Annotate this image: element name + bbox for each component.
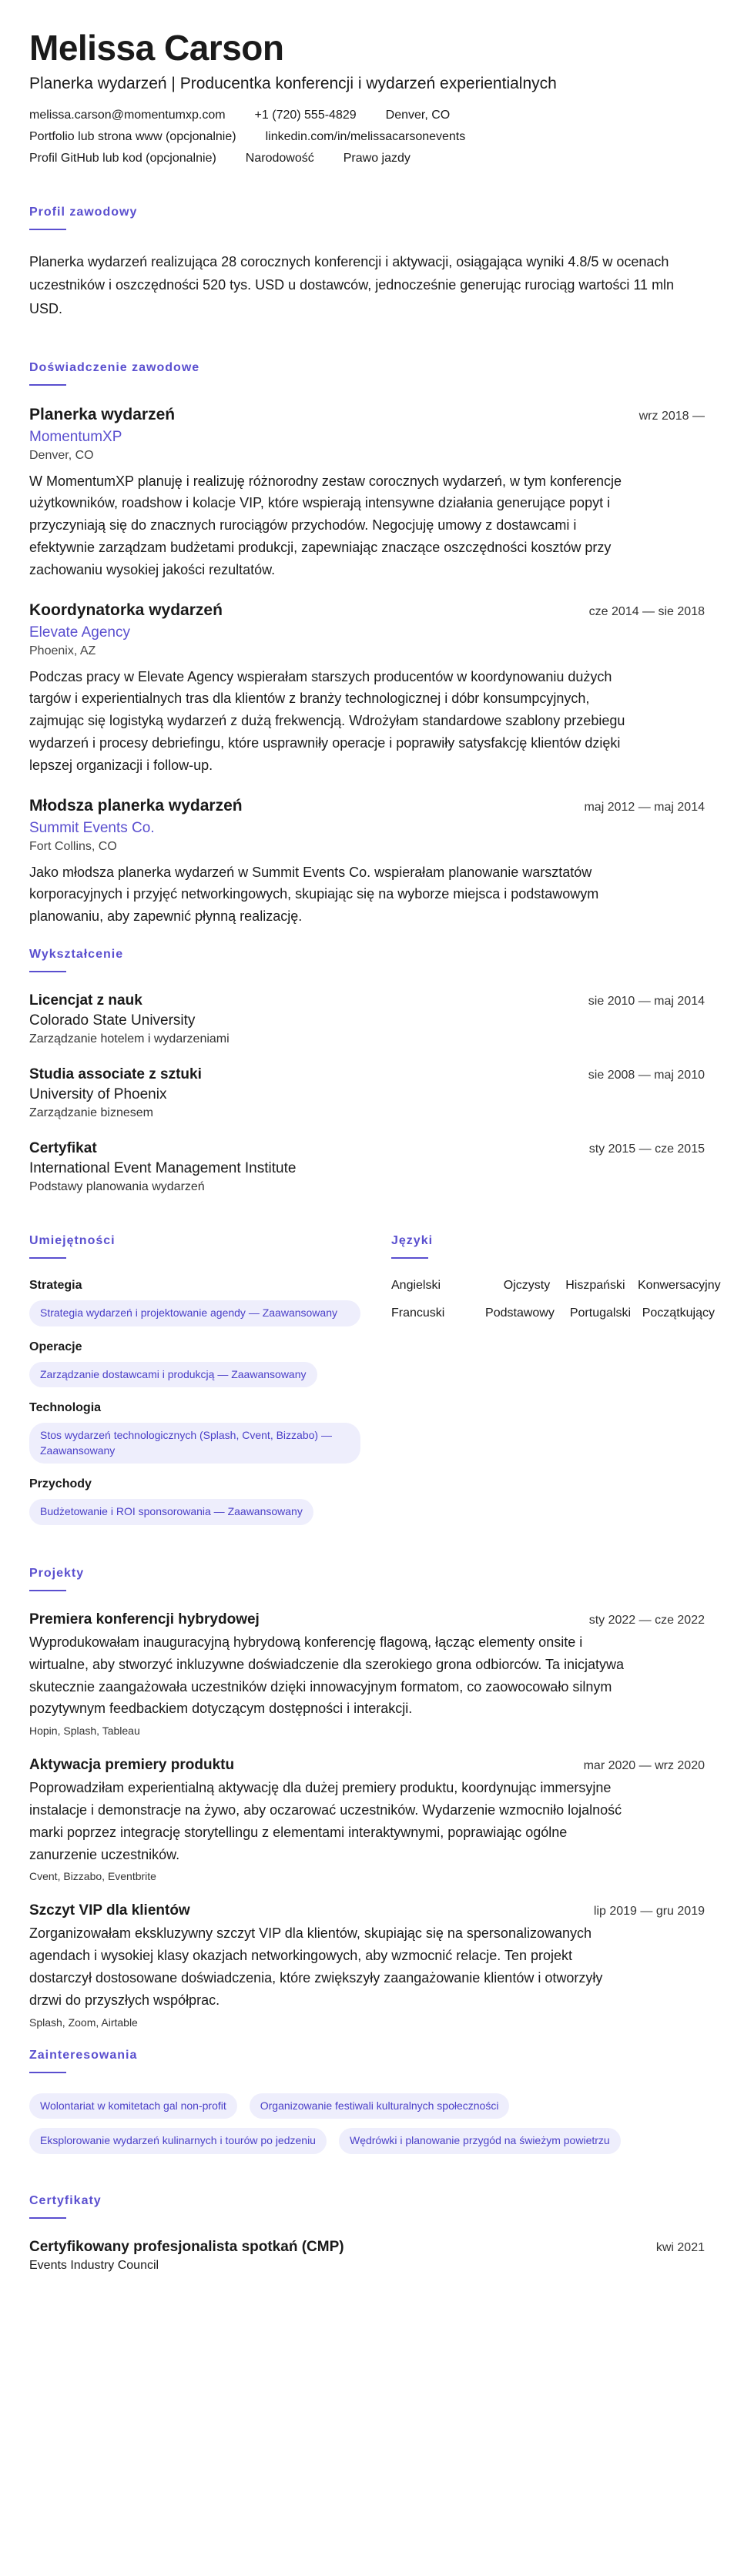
section-title-skills: Umiejętności (29, 1234, 116, 1248)
experience-entry (29, 797, 705, 928)
skill-category: Technologia (29, 1401, 102, 1415)
skill-pill: Stos wydarzeń technologicznych (Splash, Cvent, Bizzabo) — Zaawansowany (29, 1423, 360, 1464)
degree: Certyfikat (29, 1140, 97, 1157)
education-entry (29, 992, 705, 1046)
certificate-date: kwi 2021 (655, 2240, 705, 2254)
project-entry (29, 1902, 705, 2028)
project-dates: sty 2022 — cze 2022 (588, 1614, 705, 1627)
project-tools: Hopin, Splash, Tableau (29, 1725, 140, 1738)
field-of-study: Zarządzanie biznesem (29, 1106, 153, 1120)
education-dates: sie 2008 — maj 2010 (588, 1069, 705, 1082)
section-title-education: Wykształcenie (29, 948, 124, 962)
experience-section (29, 361, 705, 928)
section-title-projects: Projekty (29, 1567, 85, 1580)
skills-section (29, 1214, 360, 1539)
profile-section (29, 206, 705, 321)
school-name: Colorado State University (29, 1012, 196, 1029)
contact-row-1 (29, 109, 705, 122)
section-title-interests: Zainteresowania (29, 2048, 138, 2062)
interest-pill: Eksplorowanie wydarzeń kulinarnych i tourów po jedzeniu (29, 2128, 327, 2154)
section-divider (29, 2072, 66, 2073)
project-dates: lip 2019 — gru 2019 (593, 1905, 705, 1919)
language-name: Hiszpański (565, 1279, 625, 1293)
skill-group (29, 1279, 360, 1326)
project-name: Premiera konferencji hybrydowej (29, 1611, 260, 1628)
languages-section (391, 1214, 721, 1539)
project-entry (29, 1757, 705, 1882)
language-row (391, 1279, 721, 1293)
skill-group (29, 1401, 360, 1464)
section-title-languages: Języki (391, 1234, 434, 1248)
job-dates: cze 2014 — sie 2018 (588, 604, 705, 618)
profile-summary: Planerka wydarzeń realizująca 28 corocznych konferencji i aktywacji, osiągająca wyniki 4.8/5 w ocenach uczestników i oszczędności 520 tys. USD u dostawców, jednocześnie generując rurociąg wartości 11 mln USD. (29, 253, 675, 317)
project-entry (29, 1611, 705, 1737)
language-name: Angielski (391, 1279, 441, 1293)
headline: Planerka wydarzeń | Producentka konferencji i wydarzeń experientialnych (29, 74, 557, 92)
section-divider (29, 229, 66, 230)
interest-pill: Wolontariat w komitetach gal non-profit (29, 2093, 237, 2119)
skill-pill: Budżetowanie i ROI sponsorowania — Zaawansowany (29, 1499, 313, 1525)
company-name: MomentumXP (29, 428, 122, 445)
job-location: Denver, CO (29, 448, 94, 462)
project-tools: Cvent, Bizzabo, Eventbrite (29, 1870, 156, 1883)
degree: Licencjat z nauk (29, 992, 142, 1009)
language-level: Konwersacyjny (638, 1279, 721, 1293)
section-title-certificates: Certyfikaty (29, 2193, 102, 2207)
skill-pill: Zarządzanie dostawcami i produkcją — Zaawansowany (29, 1362, 317, 1388)
job-description: Podczas pracy w Elevate Agency wspierałam starszych producentów w koordynowaniu dużych targów i experientialnych tras dla klientów z branży technologicznej i dóbr konsumpcyjnych, zajmując się logistyką wydarzeń z dużą frekwencją. Wdrożyłam standardowe szablony przebiegu wydarzeń i procesy debriefingu, które usprawniły operacje i poprawiły satysfakcję klientów dzięki lepszej organizacji i follow-up. (29, 668, 625, 773)
experience-entry (29, 406, 705, 581)
skill-pill: Strategia wydarzeń i projektowanie agendy — Zaawansowany (29, 1300, 360, 1326)
project-name: Szczyt VIP dla klientów (29, 1902, 190, 1919)
job-dates: maj 2012 — maj 2014 (584, 800, 705, 814)
project-name: Aktywacja premiery produktu (29, 1757, 235, 1774)
project-description: Wyprodukowałam inauguracyjną hybrydową konferencję flagową, łącząc elementy onsite i wirtualne, aby stworzyć inkluzywne doświadczenie dla szerokiego grona odbiorców. Ta inicjatywa skutecznie zaangażowała uczestników dzięki innowacyjnym formatom, co zaowocowało silnym pozytywnym feedbackiem dotyczącym dostępności i interakcji. (29, 1634, 625, 1717)
field-of-study: Podstawy planowania wydarzeń (29, 1180, 205, 1194)
certificates-section (29, 2194, 705, 2273)
skill-category: Przychody (29, 1477, 92, 1491)
skills-languages-row (29, 1214, 721, 1539)
skill-group (29, 1477, 360, 1525)
education-section (29, 948, 705, 1194)
github-link[interactable]: Profil GitHub lub kod (opcjonalnie) (29, 151, 216, 165)
project-description: Poprowadziłam experientialną aktywację dla dużej premiery produktu, koordynując immersyjne instalacje i demonstracje na żywo, aby oczarować uczestników. Wydarzenie wzmocniło lojalność marki poprzez integrację storytellingu z elementami interaktywnymi, poprawiając ogólne zanurzenie uczestników. (29, 1780, 622, 1862)
contact-row-2 (29, 130, 705, 144)
education-dates: sie 2010 — maj 2014 (588, 995, 705, 1009)
skill-category: Strategia (29, 1279, 82, 1293)
phone-number[interactable]: +1 (720) 555-4829 (254, 108, 357, 122)
company-name: Summit Events Co. (29, 819, 155, 836)
school-name: International Event Management Institute (29, 1160, 297, 1177)
field-of-study: Zarządzanie hotelem i wydarzeniami (29, 1032, 230, 1046)
section-divider (29, 384, 66, 386)
section-divider (29, 1257, 66, 1259)
interests-section (29, 2049, 705, 2154)
driving-license: Prawo jazdy (343, 151, 411, 165)
email-link[interactable]: melissa.carson@momentumxp.com (29, 108, 226, 122)
job-title: Planerka wydarzeń (29, 405, 176, 423)
contact-row-3 (29, 152, 705, 166)
education-dates: sty 2015 — cze 2015 (588, 1142, 705, 1156)
language-name: Portugalski (569, 1306, 632, 1320)
section-title-profile: Profil zawodowy (29, 205, 138, 219)
skill-category: Operacje (29, 1340, 82, 1353)
certificate-issuer: Events Industry Council (29, 2258, 159, 2272)
section-divider (29, 971, 66, 972)
education-entry (29, 1066, 705, 1120)
linkedin-link[interactable]: linkedin.com/in/melissacarsonevents (265, 129, 466, 143)
section-title-experience: Doświadczenie zawodowe (29, 360, 200, 374)
project-description: Zorganizowałam ekskluzywny szczyt VIP dla klientów, skupiając się na spersonalizowanych agendach i wysokiej klasy okazjach networkingowych, aby wzmocnić relacje. Ten projekt dostarczył dostosowane doświadczenia, które zwiększyły zaangażowanie klientów i otworzyły drzwi do przyszłych współprac. (29, 1925, 603, 2008)
section-divider (29, 1590, 66, 1591)
projects-section (29, 1567, 705, 2029)
portfolio-link[interactable]: Portfolio lub strona www (opcjonalnie) (29, 129, 236, 143)
language-level: Podstawowy (485, 1306, 555, 1320)
nationality: Narodowość (245, 151, 314, 165)
interest-pill: Wędrówki i planowanie przygód na świeżym powietrzu (339, 2128, 621, 2154)
project-dates: mar 2020 — wrz 2020 (583, 1759, 705, 1773)
interests-list (29, 2093, 707, 2154)
certificate-entry (29, 2239, 705, 2273)
language-row (391, 1306, 715, 1320)
school-name: University of Phoenix (29, 1086, 167, 1103)
resume-header (29, 28, 705, 166)
section-divider (29, 2217, 66, 2219)
section-divider (391, 1257, 428, 1259)
job-dates: wrz 2018 — (638, 409, 705, 423)
job-title: Koordynatorka wydarzeń (29, 601, 223, 619)
education-entry (29, 1140, 705, 1194)
language-level: Ojczysty (503, 1279, 551, 1293)
language-level: Początkujący (642, 1306, 715, 1320)
interest-pill: Organizowanie festiwali kulturalnych społeczności (250, 2093, 510, 2119)
job-location: Fort Collins, CO (29, 839, 117, 853)
job-title: Młodsza planerka wydarzeń (29, 796, 243, 815)
location: Denver, CO (385, 108, 451, 122)
language-name: Francuski (391, 1306, 445, 1320)
job-description: W MomentumXP planuję i realizuję różnorodny zestaw corocznych wydarzeń, w tym konferencje użytkowników, roadshow i kolacje VIP, które wspierają intensywne działania generujące popyt i przyczyniają się do znacznych rurociągów przychodów. Negocjuję umowy z dostawcami i efektywnie zarządzam budżetami produkcji, zapewniając znaczące oszczędności kosztów przy zachowaniu wysokiej jakości rezultatów. (29, 473, 622, 577)
degree: Studia associate z sztuki (29, 1066, 202, 1083)
certificate-name: Certyfikowany profesjonalista spotkań (CMP) (29, 2238, 344, 2255)
experience-entry (29, 601, 705, 777)
job-description: Jako młodsza planerka wydarzeń w Summit Events Co. wspierałam planowanie warsztatów korporacyjnych i przyjęć networkingowych, skupiając się na wyborze miejsca i podstawowym planowaniu, aby zapewnić płynną realizację. (29, 864, 599, 925)
candidate-name: Melissa Carson (29, 28, 284, 68)
job-location: Phoenix, AZ (29, 644, 96, 657)
project-tools: Splash, Zoom, Airtable (29, 2016, 138, 2029)
skill-group (29, 1340, 360, 1388)
company-name: Elevate Agency (29, 624, 130, 641)
